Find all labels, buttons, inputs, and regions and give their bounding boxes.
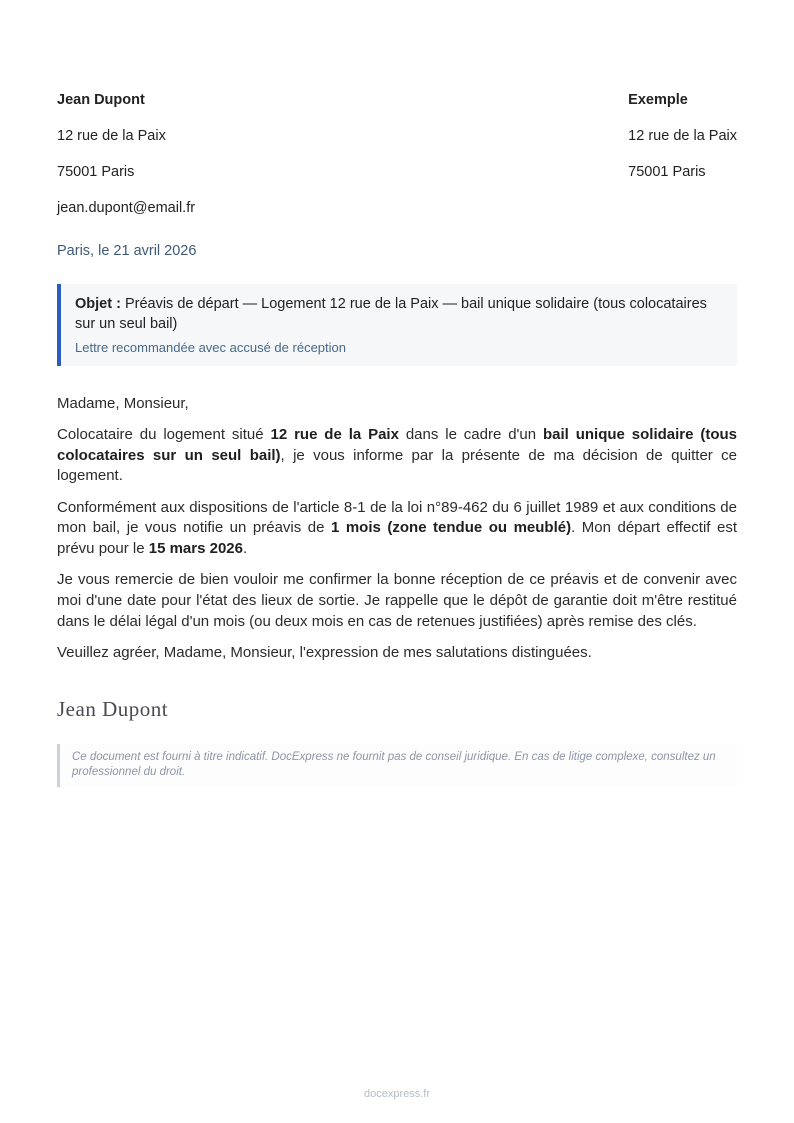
paragraph-1-text: Colocataire du logement situé <box>57 426 271 444</box>
recipient-block <box>628 90 737 198</box>
sender-email: jean.dupont@email.fr <box>57 200 196 217</box>
signature: Jean Dupont <box>57 696 169 721</box>
subject-box <box>57 284 737 366</box>
paragraph-2-bold-date: 15 mars 2026 <box>148 539 243 557</box>
paragraph-2-text: Conformément aux dispositions de l'article 8-1 de la loi n°89-462 du 6 juillet 1989 et aux conditions de mon bail, je vous notifie un préavis de <box>57 498 737 537</box>
recipient-address-line2: 75001 Paris <box>628 164 706 181</box>
paragraph-3: Je vous remercie de bien vouloir me confirmer la bonne réception de ce préavis et de convenir avec moi d'une date pour l'état des lieux de sortie. Je rappelle que le dépôt de garantie doit m'être restitué dans le délai légal d'un mois (ou deux mois en cas de retenues justifiées) après remise des clés. <box>57 571 737 630</box>
closing-line: Veuillez agréer, Madame, Monsieur, l'expression de mes salutations distinguées. <box>57 644 592 662</box>
disclaimer-text: Ce document est fourni à titre indicatif. DocExpress ne fournit pas de conseil juridique. En cas de litige complexe, consultez un professionnel du droit. <box>72 750 716 778</box>
subject-line <box>75 294 723 335</box>
paragraph-2 <box>57 498 737 560</box>
sender-name: Jean Dupont <box>57 92 145 108</box>
salutation: Madame, Monsieur, <box>57 394 189 412</box>
letter-header <box>57 90 737 234</box>
paragraph-2-text3: . <box>242 539 248 557</box>
paragraph-2-text2: . Mon départ effectif est prévu pour le <box>57 519 737 557</box>
subject-subtitle: Lettre recommandée avec accusé de réception <box>75 339 346 355</box>
sender-block <box>57 90 195 234</box>
disclaimer-box <box>57 744 737 787</box>
paragraph-2-bold-preavis: 1 mois (zone tendue ou meublé) <box>330 519 572 537</box>
date-line: Paris, le 21 avril 2026 <box>57 243 197 260</box>
sender-address-line1: 12 rue de la Paix <box>57 128 166 145</box>
paragraph-1-text2: dans le cadre d'un <box>398 426 543 444</box>
recipient-address-line1: 12 rue de la Paix <box>628 128 737 145</box>
paragraph-1-bold-address: 12 rue de la Paix <box>270 426 399 444</box>
sender-address-line2: 75001 Paris <box>57 164 135 181</box>
paragraph-1 <box>57 425 737 487</box>
letter-body <box>57 394 737 664</box>
subject-label: Objet : <box>75 296 121 313</box>
subject-text: Préavis de départ — Logement 12 rue de la Paix — bail unique solidaire (tous colocataires sur un seul bail) <box>75 296 707 333</box>
footer-site-label: docexpress.fr <box>363 1088 431 1100</box>
paragraph-1-text3: , je vous informe par la présente de ma décision de quitter ce logement. <box>57 446 738 485</box>
paragraph-1-bold-bail: bail unique solidaire (tous colocataires sur un seul bail) <box>57 426 738 464</box>
recipient-name: Exemple <box>628 92 688 108</box>
